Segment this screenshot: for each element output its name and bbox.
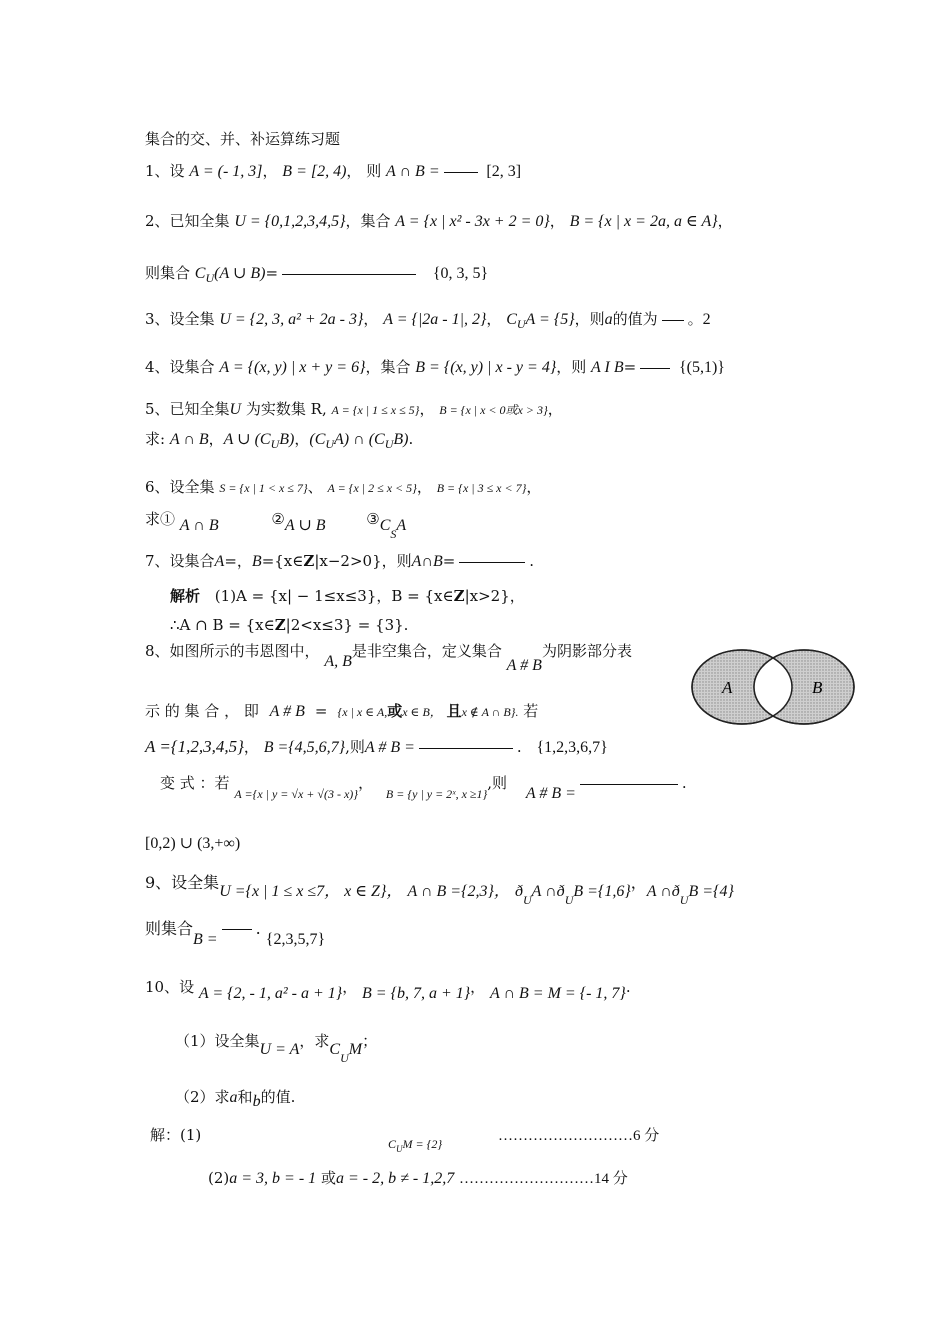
q6-sep2: ， [416, 478, 432, 496]
q9-cond-2-sub: U [522, 893, 532, 908]
q10-solution-1-m: M = {2} [402, 1137, 443, 1151]
q6-sep1: 、 [307, 478, 323, 496]
q9-number: 9、设全集 [145, 873, 220, 892]
q5-mid: 为实数集 R, [245, 400, 327, 418]
q7-z: Z [303, 552, 315, 570]
q9-cond-2-tail: B ={1,6} [573, 883, 631, 900]
q9-dot: . [255, 919, 261, 938]
q6-part-1: A ∩ B [179, 517, 219, 534]
q5-sep: ， [419, 400, 435, 418]
q8-variant-answer: [0,2) ∪ (3,+∞) [145, 835, 241, 852]
q7-solution-label: 解析 [170, 587, 201, 605]
q10-number: 10、设 [145, 978, 195, 996]
q10-solution-1-c: C [388, 1137, 397, 1151]
question-2 [145, 210, 733, 233]
q6-circle-3: ③ [366, 510, 380, 528]
q4-number: 4、设集合 [145, 358, 215, 376]
q10-part2-b: b [252, 1093, 261, 1110]
q10-part2-end: 的值. [260, 1088, 296, 1106]
q1-sep2: ， [346, 162, 362, 180]
q9-cond-1: A ∩ B ={2,3}， [407, 883, 510, 900]
q10-part1-m: M [348, 1041, 363, 1058]
q6-part-2: A ∪ B [284, 517, 326, 534]
q8-sets: A, B [324, 653, 352, 670]
q2-mid: ，集合 [345, 212, 391, 230]
q7-solution-2-z: Z [274, 616, 286, 634]
q5-expr-1: A ∩ B [169, 431, 209, 448]
q2-line2-prefix: 则集合 [145, 264, 191, 282]
q2-universe: U = {0,1,2,3,4,5} [234, 213, 346, 230]
q1-number: 1、设 [145, 162, 185, 180]
q10-part2-and: 和 [237, 1088, 253, 1106]
q8-tail: 为阴影部分表 [541, 642, 632, 660]
q8-number: 8、如图所示的韦恩图中， [145, 642, 320, 660]
question-4 [145, 356, 725, 379]
q10-solution-2-or: 或 [320, 1169, 336, 1187]
question-1 [145, 160, 521, 183]
q5-expr-3-sub2: U [384, 437, 394, 451]
q8-then: ,则 [345, 738, 365, 756]
q1-answer-blank [444, 172, 478, 173]
q1-sep1: ， [262, 162, 278, 180]
q9-universe: U ={x | 1 ≤ x ≤7， x ∈ Z}， [219, 883, 403, 900]
q10-set-b: B = {b, 7, a + 1} [362, 985, 471, 1002]
q8-variant-prefix: 变 式 ：若 [160, 774, 230, 792]
q9-answer-blank [222, 929, 252, 930]
q3-answer: 2 [702, 311, 711, 328]
q8-set-a: A ={1,2,3,4,5} [145, 737, 244, 756]
q8-variant-answer-blank [580, 784, 678, 785]
q9-cond-3-tail: B ={4} [688, 883, 734, 900]
q2-complement-sub: U [205, 271, 215, 285]
q5-sep-1: ， [208, 430, 224, 448]
q3-set-a: A = {|2a - 1|, 2} [383, 311, 487, 328]
q9-cond-2: ð [514, 883, 523, 900]
question-10-solution-1 [388, 1132, 442, 1160]
q2-complement: C [194, 265, 206, 282]
q8-eq: = [314, 702, 328, 720]
q2-number: 2、已知全集 [145, 212, 230, 230]
q3-sep2: ， [486, 310, 502, 328]
question-9 [145, 872, 734, 908]
question-8-variant [160, 772, 687, 802]
question-8 [145, 640, 632, 674]
q3-tail: 的值为 [612, 310, 658, 328]
question-10-solution-1-score [498, 1124, 659, 1147]
q6-set-a: A = {x | 2 ≤ x < 5} [327, 481, 417, 495]
q8-answer-blank [419, 748, 513, 749]
q1-set-a: A = (- 1, 3] [189, 163, 263, 180]
question-8-variant-answer [145, 832, 240, 855]
q10-part2-prefix: （2）求 [175, 1088, 230, 1106]
q8-set-b: B ={4,5,6,7} [263, 739, 346, 756]
q5-universe: U [229, 401, 242, 418]
q8-and: 且 [446, 702, 462, 720]
q7-number: 7、设集合 [145, 552, 215, 570]
question-6 [145, 476, 541, 499]
q5-set-b: B = {x | x < 0或x > 3} [439, 403, 548, 417]
q4-eq: = [623, 358, 637, 376]
q3-complement: C [506, 311, 517, 328]
venn-label-b: B [812, 678, 823, 697]
q4-expression: A I B [591, 359, 624, 376]
q7-set-a: A [214, 553, 225, 570]
q10-part1-prefix: （1）设全集 [175, 1032, 260, 1050]
q8-variant-set-b: B = {y | y = 2ˣ, x ≥1} [385, 787, 488, 801]
q8-def-3: x ∈ B， [402, 705, 442, 719]
question-7 [145, 550, 534, 573]
question-2-line-2 [145, 262, 488, 289]
q7-solution-1-tail: |x>2}， [464, 587, 525, 605]
q4-answer-blank [640, 368, 670, 369]
q4-then: ，则 [556, 358, 587, 376]
q10-part1-universe: U = A [259, 1041, 300, 1058]
q8-op: A # B [506, 657, 542, 674]
venn-diagram [690, 648, 856, 726]
q1-expression: A ∩ B = [386, 163, 440, 180]
q7-solution-1: (1)A = {x| − 1≤x≤3}，B = {x∈ [214, 587, 454, 605]
q5-expr-2-sub: U [270, 437, 280, 451]
question-8-line-2 [145, 700, 538, 723]
q8-variant-then: ,则 [487, 774, 508, 792]
q2-answer: {0, 3, 5} [432, 265, 489, 282]
q5-expr-3: (C [309, 431, 326, 448]
q5-line2-prefix: 求: [145, 430, 166, 448]
q10-part2-a: a [229, 1089, 238, 1106]
question-7-solution-2 [170, 614, 408, 636]
question-5 [145, 398, 563, 421]
q8-or: 或 [387, 702, 403, 720]
q7-expression: A∩B [411, 553, 443, 570]
q8-line2-prefix: 示 的 集 合 ， 即 [145, 702, 259, 720]
q1-set-b: B = [2, 4) [282, 163, 347, 180]
q2-complement-arg: (A ∪ B) [214, 265, 266, 282]
q6-part-3-tail: A [396, 517, 407, 534]
q8-variant-end: . [681, 774, 687, 792]
q2-set-a: A = {x | x² - 3x + 2 = 0} [395, 213, 550, 230]
q8-end: . [516, 738, 522, 756]
q3-complement-value: A = {5} [525, 311, 575, 328]
q8-expression: A # B = [364, 739, 415, 756]
question-8-line-3 [145, 736, 608, 759]
page-title: 集合的交、并、补运算练习题 [145, 130, 341, 148]
q4-set-a: A = {(x, y) | x + y = 6} [219, 359, 366, 376]
q2-sep: ， [549, 212, 565, 230]
q10-solution-label: 解：(1) [150, 1126, 202, 1144]
q7-eq: =， [224, 552, 252, 570]
q10-sep2: ， [470, 978, 486, 996]
q10-intersection: A ∩ B = M = {- 1, 7} [489, 985, 626, 1002]
q9-line2-prefix: 则集合 [145, 919, 194, 938]
q9-cond-2-sub2: U [564, 893, 574, 908]
q8-def-2: {x | x ∈ A, [337, 705, 388, 719]
q8-def-4: x ∉ A ∩ B}. [461, 705, 519, 719]
q7-solution-1-z: Z [453, 587, 465, 605]
q3-sep1: ， [363, 310, 379, 328]
q1-answer: [2, 3] [486, 163, 522, 180]
q5-expr-2-tail: B) [279, 431, 295, 448]
q9-cond-2-mid: A ∩ð [531, 883, 565, 900]
q9-answer: {2,3,5,7} [265, 931, 326, 948]
q9-cond-3-sub: U [679, 893, 689, 908]
q8-def: A # B [269, 703, 305, 720]
q7-answer-blank [459, 562, 525, 563]
question-6-line-2 [145, 508, 407, 541]
q6-end: ， [526, 478, 542, 496]
q7-eq-2: = [442, 552, 456, 570]
q5-expr-3-tail: B) [393, 431, 409, 448]
q5-number: 5、已知全集 [145, 400, 230, 418]
q2-set-b: B = {x | x = 2a, a ∈ A} [569, 213, 718, 230]
q10-solution-2-b: a = - 2, b ≠ - 1,2,7 [335, 1170, 455, 1187]
q3-end: 。 [687, 310, 703, 328]
q3-complement-sub: U [516, 317, 526, 331]
question-10-part-1 [175, 1030, 378, 1065]
question-5-line-2 [145, 428, 413, 455]
q10-solution-2-a: a = 3, b = - 1 [229, 1170, 317, 1187]
venn-label-a: A [722, 678, 733, 697]
q5-sep-2: ， [294, 430, 310, 448]
q8-if: 若 [523, 702, 539, 720]
q5-set-a: A = {x | 1 ≤ x ≤ 5} [331, 403, 420, 417]
q3-number: 3、设全集 [145, 310, 215, 328]
q5-expr-3-mid: A) ∩ (C [334, 431, 385, 448]
q8-variant-set-a: A ={x | y = √x + √(3 - x)} [234, 787, 359, 801]
q9-sep: ， [630, 873, 647, 892]
q9-expression: B = [193, 931, 218, 948]
q10-dot: . [625, 978, 631, 996]
q10-solution-2-score: ………………………14 分 [458, 1171, 628, 1187]
q9-cond-3: A ∩ð [646, 883, 680, 900]
q6-universe: S = {x | 1 < x ≤ 7} [219, 481, 308, 495]
q10-part1-end: ； [362, 1032, 378, 1050]
q6-line2-prefix: 求① [145, 510, 176, 528]
q6-part-3-sub: S [390, 527, 397, 541]
q8-mid: 是非空集合，定义集合 [351, 642, 502, 660]
q6-set-b: B = {x | 3 ≤ x < 7} [436, 481, 527, 495]
q10-solution-1-c-sub: U [396, 1144, 403, 1154]
q7-b-def: ={x∈ [261, 552, 304, 570]
question-7-solution-1 [170, 585, 525, 607]
q4-mid: ，集合 [365, 358, 411, 376]
q5-dot: . [408, 430, 414, 448]
q7-solution-2: ∴A ∩ B = {x∈ [170, 616, 275, 634]
q5-expr-2: A ∪ (C [223, 431, 271, 448]
q4-set-b: B = {(x, y) | x - y = 4} [415, 359, 557, 376]
q7-set-b: B [251, 553, 262, 570]
q2-end: ， [717, 212, 733, 230]
q10-part1-complement-sub: U [340, 1051, 349, 1065]
q10-sep1: ， [342, 978, 358, 996]
q6-number: 6、设全集 [145, 478, 215, 496]
q1-then: 则 [366, 162, 382, 180]
question-3 [145, 308, 711, 335]
question-9-line-2 [145, 918, 326, 948]
q5-end: ， [547, 400, 563, 418]
q7-solution-2-tail: |2<x≤3} = {3}. [285, 616, 409, 634]
q2-answer-blank [282, 274, 416, 275]
q10-solution-2-prefix: (2) [208, 1169, 230, 1187]
question-10-solution-2 [208, 1167, 628, 1190]
q8-variant-expression: A # B = [525, 785, 576, 802]
q3-universe: U = {2, 3, a² + 2a - 3} [219, 311, 364, 328]
q6-part-3: C [379, 517, 391, 534]
q3-answer-blank [662, 320, 684, 321]
q8-variant-sep: ， [358, 774, 374, 792]
q6-circle-2: ② [271, 510, 285, 528]
question-10-solution-label [150, 1124, 201, 1146]
q7-end: . [529, 552, 535, 570]
q5-expr-3-sub: U [325, 437, 335, 451]
q7-b-def-2: |x−2>0}，则 [314, 552, 412, 570]
question-10 [145, 976, 631, 1002]
question-10-part-2 [175, 1086, 295, 1109]
q4-answer: {(5,1)} [678, 359, 725, 376]
q10-set-a: A = {2, - 1, a² - a + 1} [198, 985, 343, 1002]
q10-part1-mid: ，求 [299, 1032, 330, 1050]
q8-sep: ， [243, 738, 259, 756]
q10-solution-1-score: ………………………6 分 [498, 1128, 660, 1144]
q8-answer: {1,2,3,6,7} [536, 739, 608, 756]
q3-then: ，则 [574, 310, 605, 328]
q3-variable: a [604, 311, 613, 328]
q10-part1-complement: C [329, 1041, 341, 1058]
q2-eq: = [265, 264, 279, 282]
